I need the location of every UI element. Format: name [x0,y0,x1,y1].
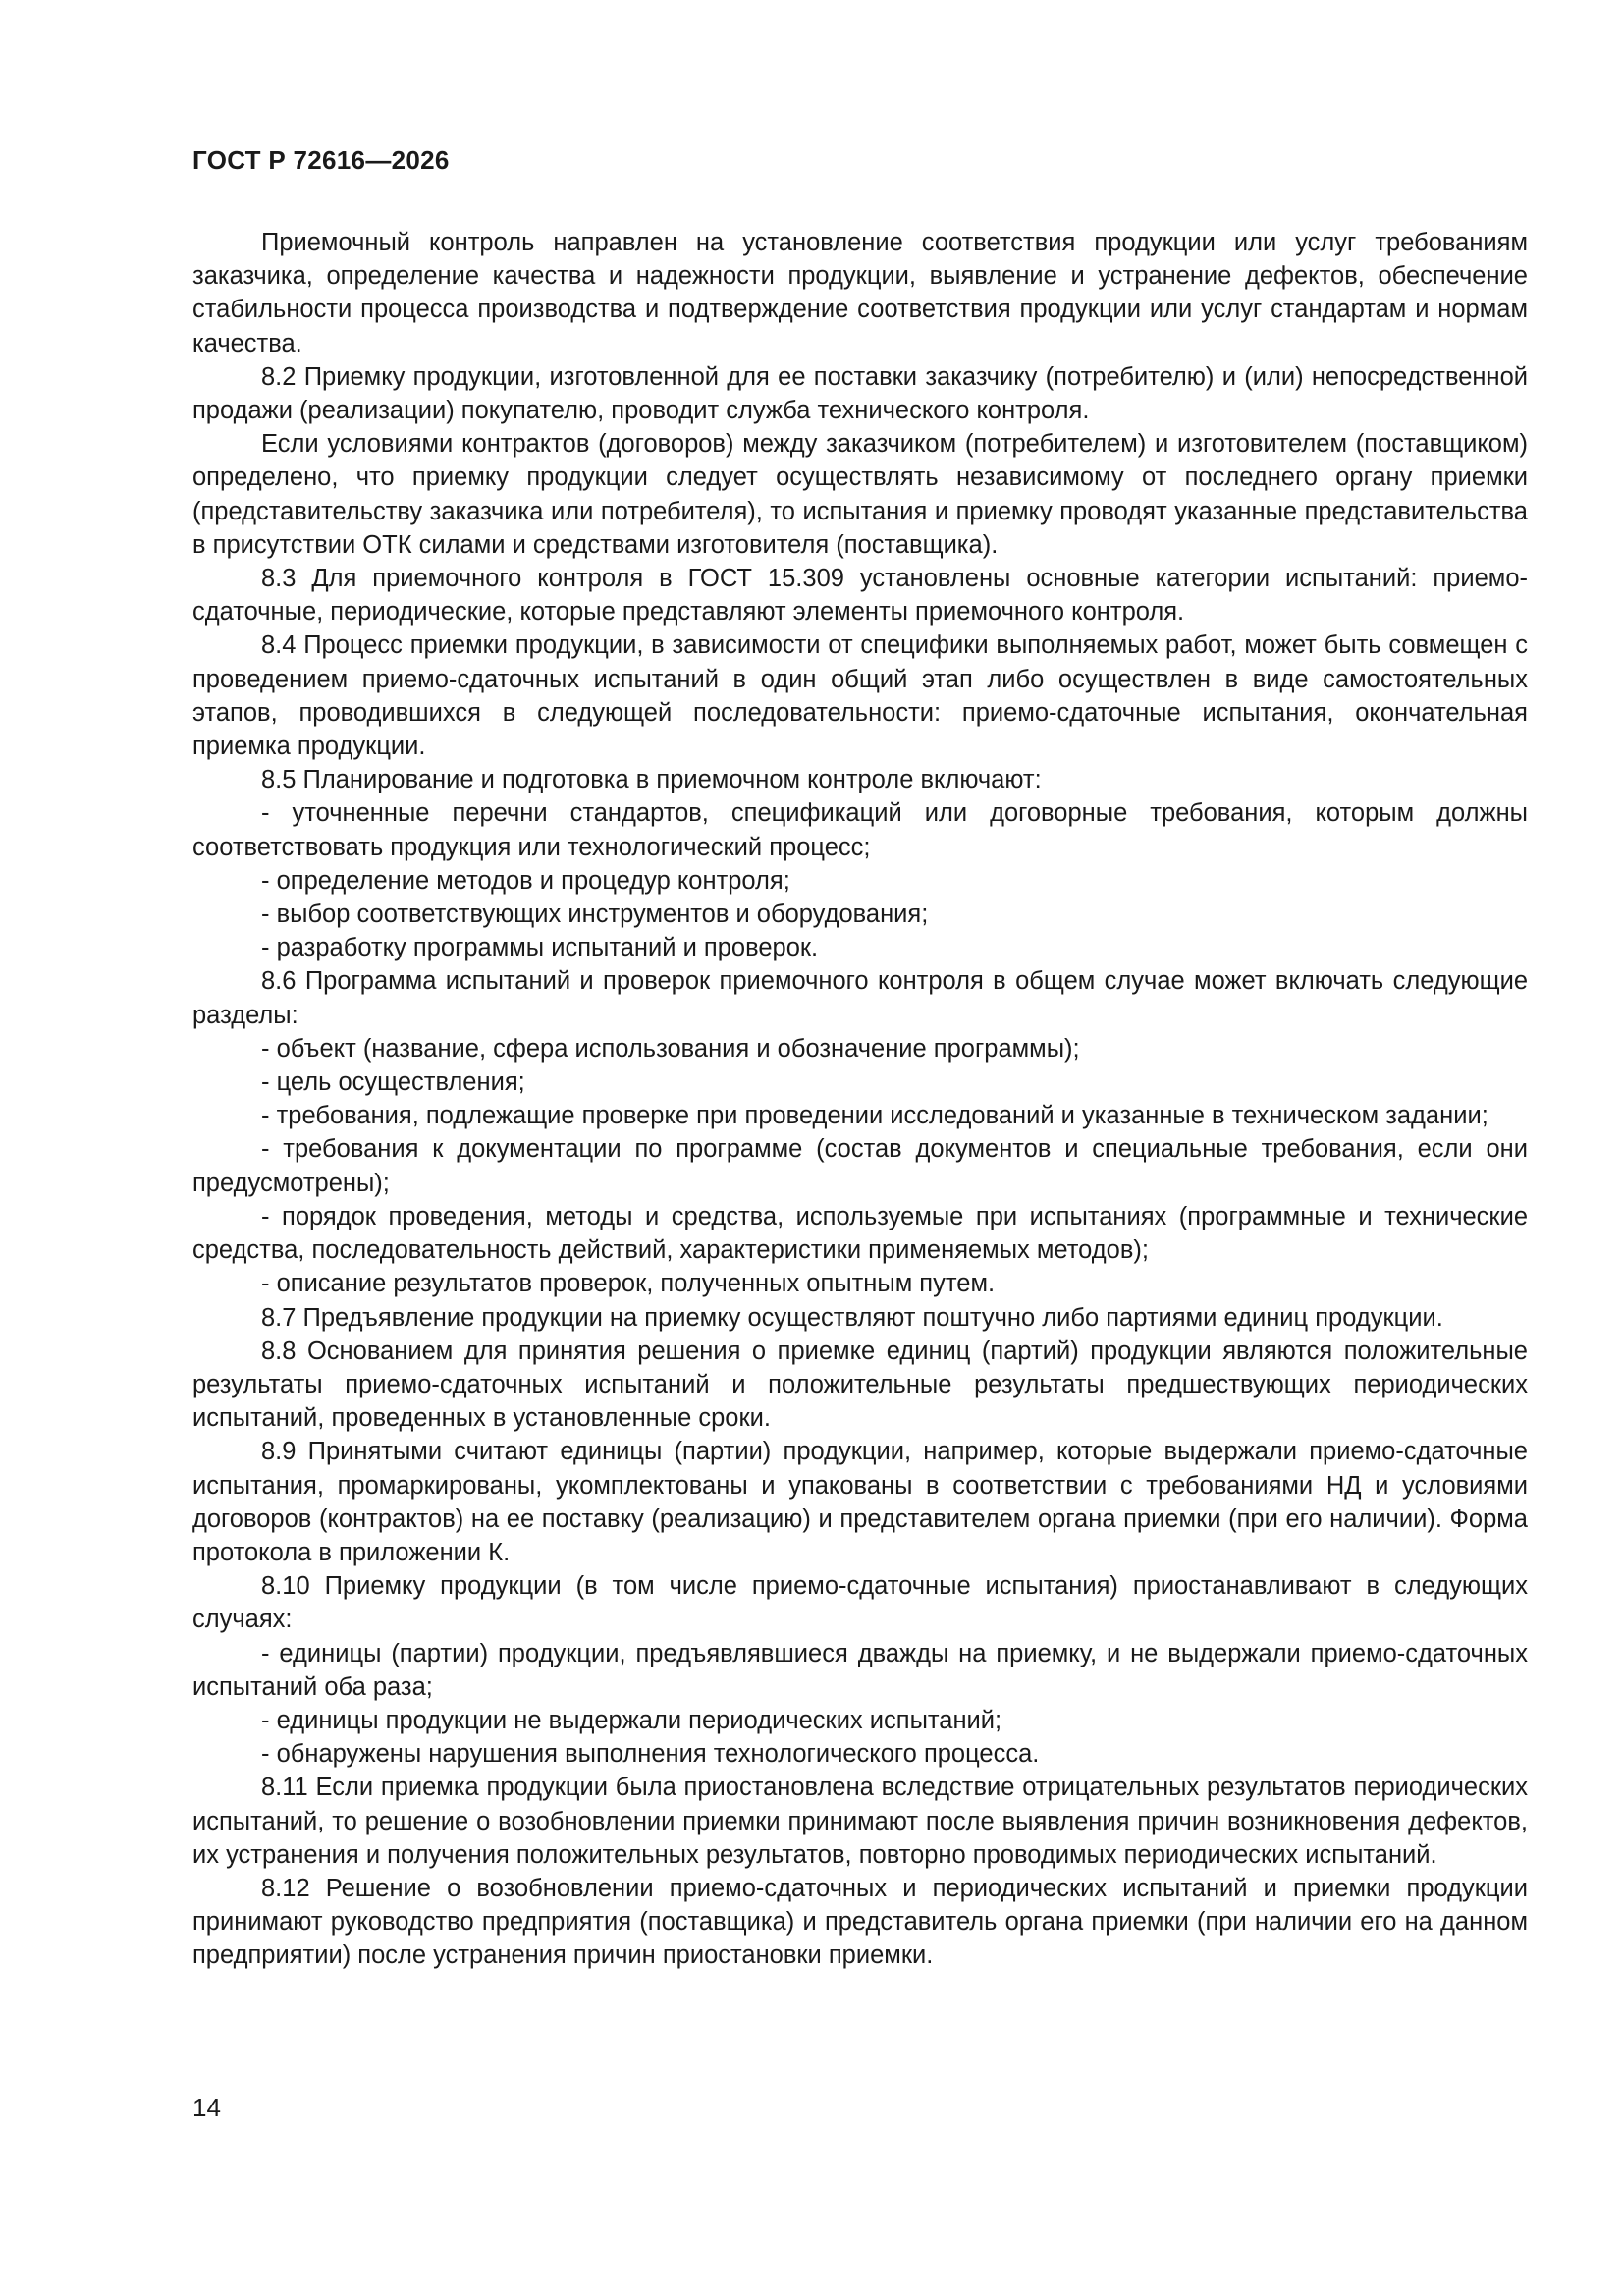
paragraph-8-6: 8.6 Программа испытаний и проверок приемочного контроля в общем случае может включать следующие разделы: [192,967,1528,1029]
list-item: - обнаружены нарушения выполнения технологического процесса. [261,1740,1040,1769]
paragraph-8-5: 8.5 Планирование и подготовка в приемочном контроле включают: [261,766,1042,794]
paragraph-8-8: 8.8 Основанием для принятия решения о приемке единиц (партий) продукции являются положительные результаты приемо-сдаточных испытаний и положительные результаты предшествующих периодических испытаний, проведенных в установленные сроки. [192,1337,1528,1433]
paragraph-8-12: 8.12 Решение о возобновлении приемо-сдаточных и периодических испытаний и приемки продукции принимают руководство предприятия (поставщика) и представитель органа приемки (при наличии его на данном предприятии) после устранения причин приостановки приемки. [192,1874,1528,1970]
list-item: - выбор соответствующих инструментов и оборудования; [261,901,929,929]
paragraph-intro: Приемочный контроль направлен на установление соответствия продукции или услуг требованиям заказчика, определение качества и надежности продукции, выявление и устранение дефектов, обеспечение стабильности процесса производства и подтверждение соответствия продукции или услуг стандартам и нормам качества. [192,229,1528,357]
list-item: - определение методов и процедур контроля; [261,866,790,895]
paragraph-8-11: 8.11 Если приемка продукции была приостановлена вследствие отрицательных результатов периодических испытаний, то решение о возобновлении приемки принимают после выявления причин возникновения дефектов, их устранения и получения положительных результатов, повторно проводимых периодических испытаний. [192,1774,1528,1869]
paragraph-8-9: 8.9 Принятыми считают единицы (партии) продукции, например, которые выдержали приемо-сдаточные испытания, промаркированы, укомплектованы и упакованы в соответствии с требованиями НД и условиями договоров (контрактов) на ее поставку (реализацию) и представителем органа приемки (при его наличии). Форма протокола в приложении К. [192,1438,1528,1566]
paragraph-8-10: 8.10 Приемку продукции (в том числе приемо-сдаточные испытания) приостанавливают в следующих случаях: [192,1572,1528,1634]
list-item: - единицы (партии) продукции, предъявлявшиеся дважды на приемку, и не выдержали приемо-сдаточных испытаний оба раза; [192,1639,1528,1701]
list-item: - уточненные перечни стандартов, спецификаций или договорные требования, которым должны соответствовать продукция или технологический процесс; [192,799,1528,861]
list-item: - требования к документации по программе (состав документов и специальные требования, если они предусмотрены); [192,1135,1528,1197]
paragraph-8-2-continued: Если условиями контрактов (договоров) между заказчиком (потребителем) и изготовителем (поставщиком) определено, что приемку продукции следует осуществлять независимому от последнего органу приемки (представительству заказчика или потребителя), то испытания и приемку проводят указанные представительства в присутствии ОТК силами и средствами изготовителя (поставщика). [192,430,1528,559]
document-body [192,226,1528,1973]
paragraph-8-7: 8.7 Предъявление продукции на приемку осуществляют поштучно либо партиями единиц продукции. [261,1303,1443,1332]
list-item: - цель осуществления; [261,1068,525,1097]
page-number: 14 [192,2093,221,2122]
paragraph-8-4: 8.4 Процесс приемки продукции, в зависимости от специфики выполняемых работ, может быть совмещен с проведением приемо-сдаточных испытаний в один общий этап либо осуществлен в виде самостоятельных этапов, проводившихся в следующей последовательности: приемо-сдаточные испытания, окончательная приемка продукции. [192,631,1528,761]
list-item: - объект (название, сфера использования и обозначение программы); [261,1034,1080,1063]
paragraph-8-3: 8.3 Для приемочного контроля в ГОСТ 15.309 установлены основные категории испытаний: приемо-сдаточные, периодические, которые представляют элементы приемочного контроля. [192,565,1528,627]
paragraph-8-2: 8.2 Приемку продукции, изготовленной для ее поставки заказчику (потребителю) и (или) непосредственной продажи (реализации) покупателю, проводит служба технического контроля. [192,362,1528,425]
list-item: - порядок проведения, методы и средства, используемые при испытаниях (программные и технические средства, последовательность действий, характеристики применяемых методов); [192,1202,1528,1265]
list-item: - единицы продукции не выдержали периодических испытаний; [261,1706,1002,1734]
list-item: - разработку программы испытаний и проверок. [261,934,819,962]
document-page [192,0,1528,2296]
list-item: - требования, подлежащие проверке при проведении исследований и указанные в техническом задании; [261,1102,1488,1130]
document-header: ГОСТ Р 72616—2026 [192,145,450,175]
list-item: - описание результатов проверок, полученных опытным путем. [261,1270,996,1298]
